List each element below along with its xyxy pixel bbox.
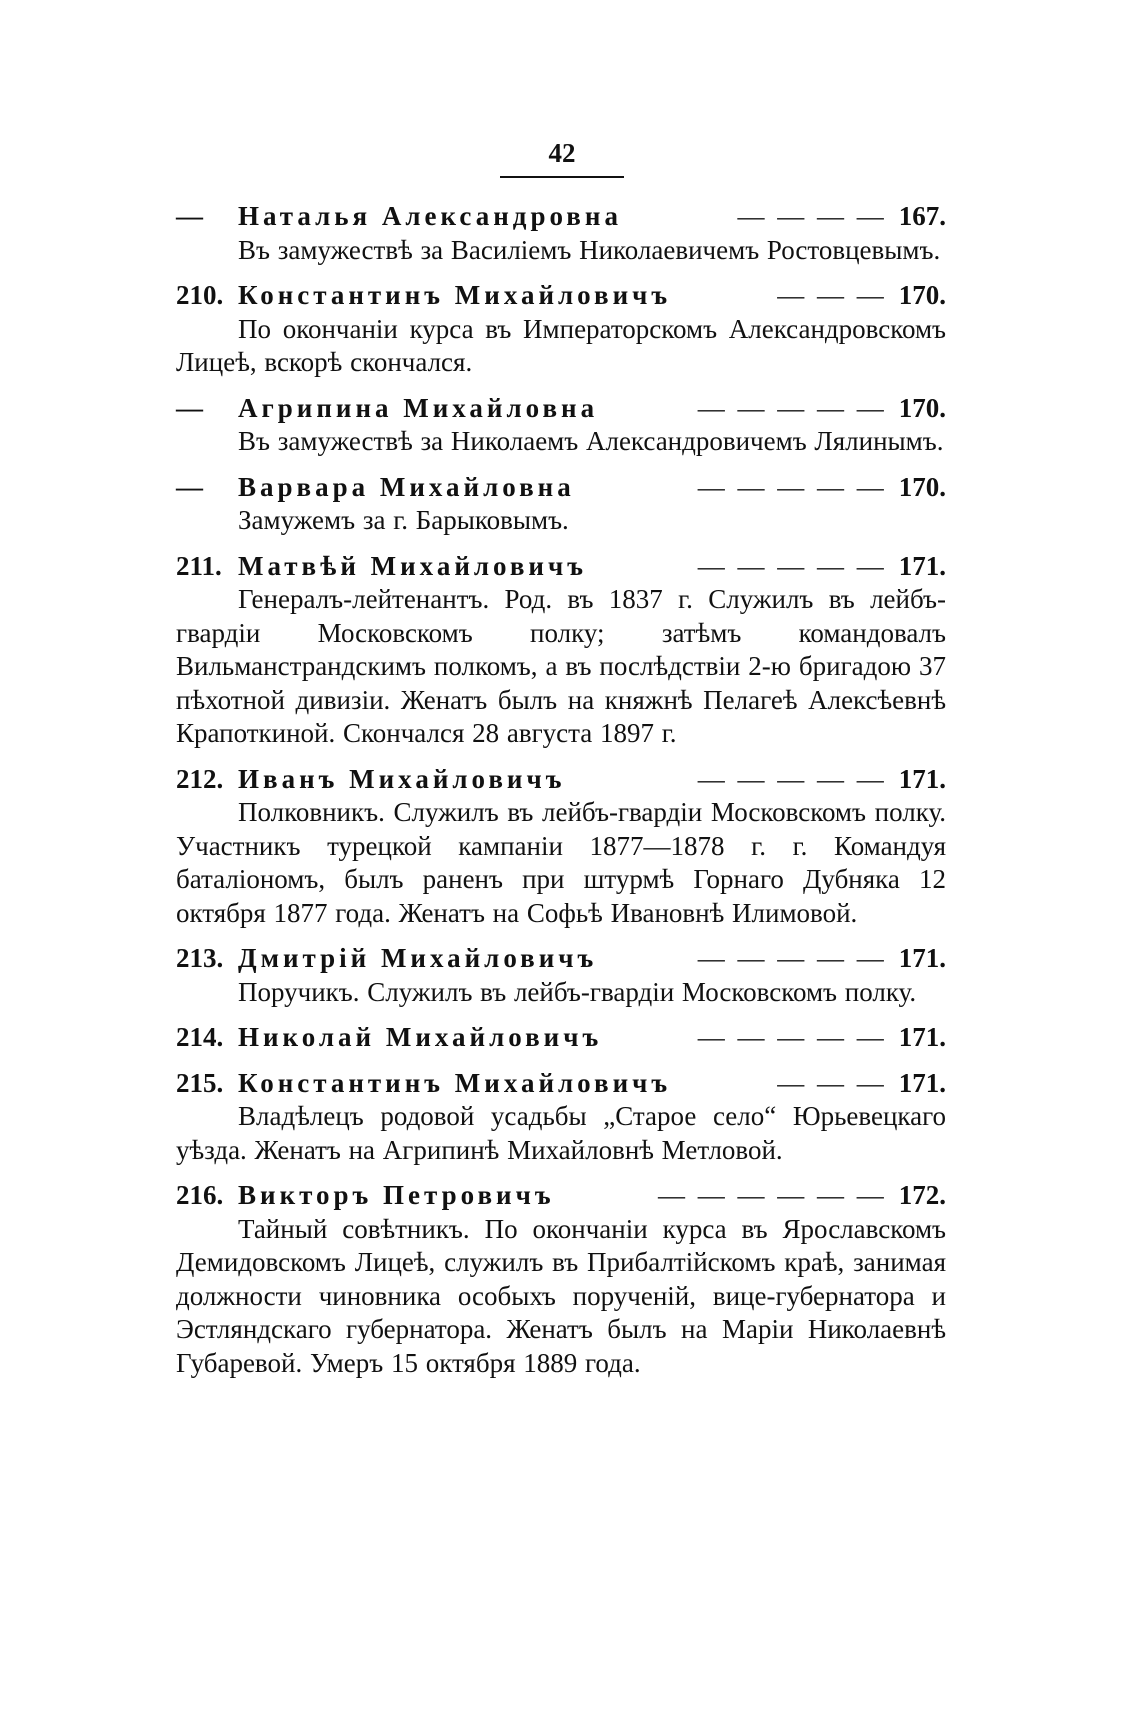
entry <box>176 279 946 380</box>
page-number-rule <box>500 176 624 178</box>
entry-number: — <box>176 471 203 502</box>
entry <box>176 942 946 1009</box>
leader-dashes: — — — — — — <box>658 1180 887 1210</box>
entry-reference: 170. <box>898 280 946 310</box>
entry-heading <box>176 1179 946 1213</box>
leader-dashes: — — — — — <box>697 392 887 423</box>
entry-heading <box>176 1021 946 1055</box>
entry-number: — <box>176 201 203 231</box>
entry <box>176 471 946 538</box>
leader-dashes: — — — — — <box>697 943 887 973</box>
entry-text: Владѣлецъ родовой усадьбы „Старое село“ Юрьевецкаго уѣзда. Женатъ на Агрипинѣ Михайловнѣ Метловой. <box>176 1101 946 1165</box>
entry-number: 213. <box>176 943 224 973</box>
entry-number: 210. <box>176 280 224 310</box>
entry-reference: 171. <box>898 550 946 581</box>
entry-heading <box>176 763 946 797</box>
entries-list <box>176 200 946 1392</box>
entry-name: Николай Михайловичъ <box>238 1022 603 1052</box>
entry-text: Генералъ-лейтенантъ. Род. въ 1837 г. Служилъ въ лейбъ-гвардіи Московскомъ полку; затѣмъ командовалъ Вильманстрандскимъ полкомъ, а въ послѣдствіи 2-ю бригадою 37 пѣхотной дивизіи. Женатъ былъ на княжнѣ Пелагеѣ Алексѣевнѣ Крапоткиной. Скончался 28 августа 1897 г. <box>176 584 946 748</box>
entry-text: Замужемъ за г. Барыковымъ. <box>238 505 569 535</box>
leader-dashes: — — — — <box>737 201 887 231</box>
leader-dashes: — — — <box>777 1067 887 1098</box>
entry-name: Викторъ Петровичъ <box>238 1180 555 1210</box>
entry <box>176 1067 946 1168</box>
leader-dashes: — — — <box>777 280 887 310</box>
entry-reference: 171. <box>898 1067 946 1098</box>
leader-dashes: — — — — — <box>697 763 887 794</box>
entry-reference: 172. <box>898 1180 946 1210</box>
entry-text: По окончаніи курса въ Императорскомъ Александровскомъ Лицеѣ, вскорѣ скончался. <box>176 313 946 377</box>
entry-number: 212. <box>176 763 224 794</box>
entry-text: Тайный совѣтникъ. По окончаніи курса въ Ярославскомъ Демидовскомъ Лицеѣ, служилъ въ Прибалтійскомъ краѣ, занимая должности чиновника особыхъ порученій, вице-губернатора и Эстляндскаго губернатора. Женатъ былъ на Маріи Николаевнѣ Губаревой. Умеръ 15 октября 1889 года. <box>176 1213 946 1378</box>
entry-heading <box>176 200 946 234</box>
entry-name: Матвѣй Михайловичъ <box>238 550 587 581</box>
entry-name: Константинъ Михайловичъ <box>238 1067 672 1098</box>
entry-heading <box>176 1067 946 1101</box>
entry <box>176 200 946 267</box>
entry-name: Иванъ Михайловичъ <box>238 763 566 794</box>
entry-name: Агрипина Михайловна <box>238 392 599 423</box>
entry-heading <box>176 550 946 584</box>
entry-number: 216. <box>176 1180 224 1210</box>
entry-reference: 171. <box>898 943 946 973</box>
entry-heading <box>176 942 946 976</box>
entry <box>176 392 946 459</box>
leader-dashes: — — — — — <box>697 550 887 581</box>
entry-reference: 170. <box>898 471 946 502</box>
entry <box>176 550 946 751</box>
entry-reference: 171. <box>898 1022 946 1052</box>
entry-reference: 171. <box>898 763 946 794</box>
entry-text: Въ замужествѣ за Василіемъ Николаевичемъ Ростовцевымъ. <box>238 234 941 265</box>
leader-dashes: — — — — — <box>697 471 887 502</box>
entry <box>176 1021 946 1055</box>
entry-name: Дмитрій Михайловичъ <box>238 943 598 973</box>
entry-name: Константинъ Михайловичъ <box>238 280 672 310</box>
entry-number: 211. <box>176 550 222 581</box>
entry-heading <box>176 392 946 426</box>
entry-name: Варвара Михайловна <box>238 471 575 502</box>
entry-reference: 170. <box>898 392 946 423</box>
entry-number: 215. <box>176 1067 224 1098</box>
entry-heading <box>176 279 946 313</box>
entry-text: Полковникъ. Служилъ въ лейбъ-гвардіи Московскомъ полку. Участникъ турецкой кампаніи 1877—1878 г. г. Командуя баталіономъ, былъ раненъ при штурмѣ Горнаго Дубняка 12 октября 1877 года. Женатъ на Софьѣ Ивановнѣ Илимовой. <box>176 797 946 928</box>
entry-number: — <box>176 392 203 423</box>
entry <box>176 1179 946 1380</box>
entry-name: Наталья Александровна <box>238 201 622 231</box>
entry-number: 214. <box>176 1022 224 1052</box>
page-number: 42 <box>548 138 576 168</box>
entry <box>176 763 946 931</box>
entry-heading <box>176 471 946 505</box>
leader-dashes: — — — — — <box>697 1022 887 1052</box>
entry-reference: 167. <box>898 201 946 231</box>
entry-text: Поручикъ. Служилъ въ лейбъ-гвардіи Московскомъ полку. <box>238 976 917 1007</box>
entry-text: Въ замужествѣ за Николаемъ Александровичемъ Лялинымъ. <box>238 426 944 456</box>
